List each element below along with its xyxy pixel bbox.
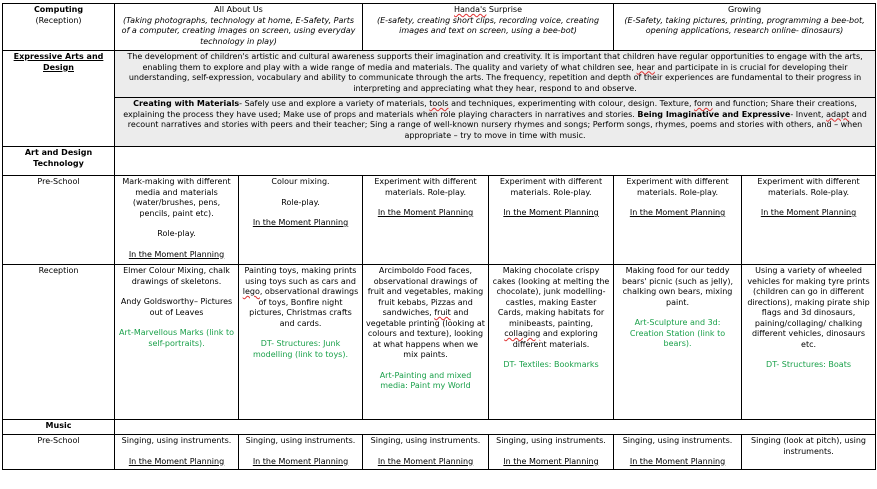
preschool-cell: Experiment with different materials. Role-play. In the Moment Planning [363,176,489,265]
reception-label: Reception [3,265,115,420]
expressive-arts-label: Expressive Arts and Design [3,51,115,147]
expressive-intro-row [3,51,876,98]
art-design-label: Art and Design Technology [3,147,115,176]
term-growing: Growing (E-Safety, taking pictures, printing, programming a bee-bot, opening applications, research online- dinosaurs) [614,4,876,51]
music-preschool-row [3,435,876,470]
materials-text: Creating with Materials- Safely use and explore a variety of materials, tools and techniques, experimenting with colour, design. Texture, form and function; Share their creations, explaining the process they have used; Make use of props and materials when role playing characters in narratives and stories. Being Imaginative and Expressive- Invent, adapt and recount narratives and stories with peers and their teacher; Sing a range of well-known nursery rhymes and songs; Perform songs, rhymes, poems and stories with others, and – when appropriate – try to move in time with music. [115,98,876,147]
art-design-blank [115,147,876,176]
reception-row [3,265,876,420]
term-all-about-us: All About Us (Taking photographs, technology at home, E-Safety, Parts of a computer, creating images on screen, using everyday technology in play) [115,4,363,51]
reception-cell: Making food for our teddy bears' picnic (such as jelly), chalking own bears, mixing paint. Art-Sculpture and 3d: Creation Station (link to bears). [614,265,742,420]
preschool-cell: Colour mixing. Role-play. In the Moment Planning [239,176,363,265]
music-cell: Singing, using instruments. In the Moment Planning [239,435,363,470]
preschool-cell: Experiment with different materials. Role-play. In the Moment Planning [489,176,614,265]
curriculum-table [2,3,876,470]
term-handas-surprise: Handa's Surprise (E-safety, creating short clips, recording voice, creating images and text on screen, using a bee-bot) [363,4,614,51]
music-row [3,420,876,435]
reception-cell: Making chocolate crispy cakes (looking at melting the chocolate), junk modelling- castles, making Easter Cards, making habitats for minibeasts, painting, collaging and exploring different materials. DT- Textiles: Bookmarks [489,265,614,420]
preschool-row [3,176,876,265]
preschool-cell: Experiment with different materials. Role-play. In the Moment Planning [614,176,742,265]
reception-cell: Using a variety of wheeled vehicles for making tyre prints (children can go in different directions), making pirate ship flags and 3d dinosaurs, paining/collaging/ chalking different vehicles, dinosaurs etc. DT- Structures: Boats [742,265,876,420]
music-cell: Singing, using instruments. In the Moment Planning [614,435,742,470]
reception-cell: Arcimboldo Food faces, observational drawings of fruit and vegetables, making fruit kebabs, Pizzas and sandwiches, fruit and vegetable printing (looking at colours and texture), looking at what happens when we mix paints. Art-Painting and mixed media: Paint my World [363,265,489,420]
music-preschool-label: Pre-School [3,435,115,470]
preschool-cell: Mark-making with different media and materials (water/brushes, pens, pencils, paint etc). Role-play. In the Moment Planning [115,176,239,265]
music-cell: Singing (look at pitch), using instruments. [742,435,876,470]
expressive-intro: The development of children's artistic and cultural awareness supports their imagination and creativity. It is important that children have regular opportunities to engage with the arts, enabling them to explore and play with a wide range of media and materials. The quality and variety of what children see, hear and participate in is crucial for developing their understanding, self-expression, vocabulary and ability to communicate through the arts. The frequency, repetition and depth of their experiences are fundamental to their progress in interpreting and appreciating what they hear, respond to and observe. [115,51,876,98]
music-blank [115,420,876,435]
reception-cell: Elmer Colour Mixing, chalk drawings of skeletons. Andy Goldsworthy– Pictures out of Leaves Art-Marvellous Marks (link to self-portraits). [115,265,239,420]
music-cell: Singing, using instruments. In the Moment Planning [489,435,614,470]
art-design-row [3,147,876,176]
preschool-cell: Experiment with different materials. Role-play. In the Moment Planning [742,176,876,265]
music-cell: Singing, using instruments. In the Moment Planning [115,435,239,470]
computing-row [3,4,876,51]
reception-cell: Painting toys, making prints using toys such as cars and lego, observational drawings of toys, Bonfire night pictures, Christmas crafts and cards. DT- Structures: Junk modelling (link to toys). [239,265,363,420]
computing-label: Computing (Reception) [3,4,115,51]
preschool-label: Pre-School [3,176,115,265]
materials-row [3,98,876,147]
music-label: Music [3,420,115,435]
music-cell: Singing, using instruments. In the Moment Planning [363,435,489,470]
